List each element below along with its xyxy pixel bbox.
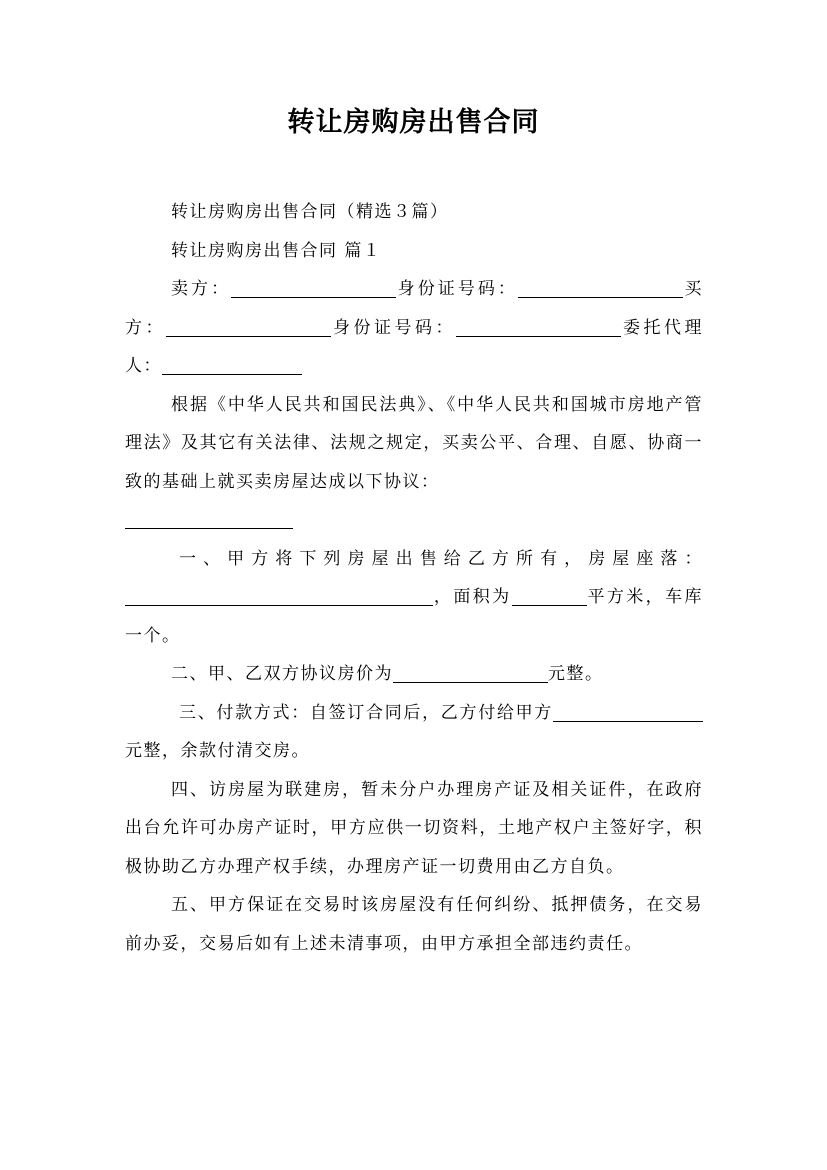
basis-text: 根据《中华人民共和国民法典》、《中华人民共和国城市房地产管理法》及其它有关法律、法规之规定，买卖公平、合理、自愿、协商一致的基础上就买卖房屋达成以下协议： — [125, 394, 703, 492]
clause-2-end: 元整。 — [548, 664, 604, 684]
buyer-label: 买方： — [125, 279, 704, 338]
agent-label-end: 代理人： — [125, 317, 703, 376]
subtitle: 转让房购房出售合同（精选３篇） — [171, 202, 449, 222]
seller-id-blank — [518, 273, 683, 298]
document-body — [125, 193, 703, 963]
clause-2-start: 二、甲、乙双方协议房价为 — [171, 664, 393, 684]
agent-label-start: 委托 — [621, 317, 664, 338]
clause-1-unit: 平方米， — [586, 587, 666, 607]
clause-1-end: 车库一个。 — [125, 587, 704, 646]
seller-name-blank — [231, 273, 396, 298]
clause-4: 四、访房屋为联建房，暂未分户办理房产证及相关证件，在政府出台允许可办房产证时，甲方应供一切资料，土地产权户主签好字，积极协助乙方办理产权手续，办理房产证一切费用由乙方自负。 — [125, 779, 703, 877]
price-blank — [393, 658, 548, 683]
clause-3-end: 元整，余款付清交房。 — [125, 741, 310, 761]
clause-2 — [125, 655, 703, 694]
party-info — [125, 270, 703, 386]
seller-id-label: 身份证号码： — [396, 279, 518, 299]
payment-blank — [553, 697, 703, 722]
clause-3 — [125, 694, 703, 771]
agent-name-blank — [162, 350, 302, 375]
buyer-id-label: 身份证号码： — [331, 317, 456, 338]
clause-1-area: ，面积为 — [433, 587, 512, 607]
clause-1 — [125, 540, 703, 656]
basis-blank — [125, 504, 293, 529]
section-heading: 转让房购房出售合同 篇１ — [171, 240, 382, 261]
document-title: 转让房购房出售合同 — [287, 107, 540, 138]
clause-5: 五、甲方保证在交易时该房屋没有任何纠纷、抵押债务，在交易前办妥，交易后如有上述未清事项，由甲方承担全部违约责任。 — [125, 895, 703, 954]
clause-1-start: 一、甲方将下列房屋出售给乙方所有，房屋座落： — [179, 548, 703, 569]
buyer-id-blank — [456, 312, 621, 337]
clause-3-start: 三、付款方式：自签订合同后，乙方付给甲方 — [179, 702, 553, 723]
buyer-name-blank — [166, 312, 331, 337]
area-blank — [512, 581, 587, 606]
seller-label: 卖方： — [171, 279, 232, 299]
location-blank — [125, 581, 433, 606]
basis-paragraph — [125, 386, 703, 540]
